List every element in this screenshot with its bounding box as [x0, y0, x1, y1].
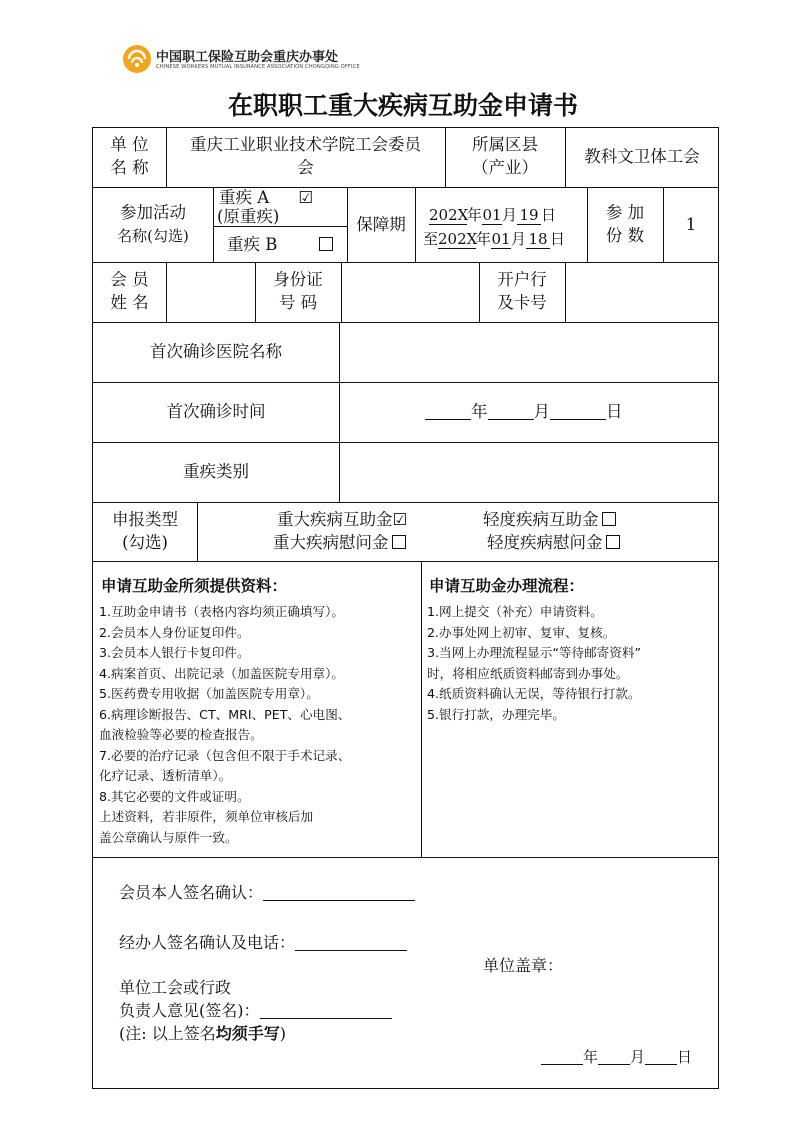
- period-end-yue: 月: [511, 230, 527, 248]
- type-option-major-fund-check-icon[interactable]: ☑: [392, 510, 408, 529]
- materials-line: 2.会员本人身份证复印件。: [99, 624, 250, 640]
- hospital-field[interactable]: [340, 323, 719, 381]
- bank-label-line2: 及卡号: [497, 293, 547, 312]
- hospital-label: 首次确诊医院名称: [150, 342, 282, 361]
- sign-ri: 日: [677, 1048, 693, 1066]
- materials-heading: 申请互助金所须提供资料：: [101, 577, 288, 595]
- period-start-month: 01: [482, 206, 502, 224]
- member-signature: [119, 880, 415, 903]
- shares-label-line1: 参 加: [605, 203, 645, 222]
- period-end: [423, 228, 565, 250]
- handler-signature: [119, 930, 407, 953]
- v-info: [421, 561, 422, 857]
- materials-line: 血液检验等必要的检查报告。: [99, 727, 263, 742]
- type-option-mild-fund-label: 轻度疾病互助金: [483, 510, 599, 529]
- rule-info: [93, 857, 719, 858]
- diag-day-blank[interactable]: [550, 419, 606, 420]
- member-label-line1: 会 员: [110, 270, 149, 289]
- note-suffix: ): [279, 1024, 286, 1043]
- v-r2-c: [415, 187, 416, 262]
- sign-month-blank[interactable]: [598, 1064, 630, 1065]
- org-emblem-icon: [122, 44, 152, 74]
- type-option-major-condolence-checkbox-icon[interactable]: [392, 535, 406, 549]
- materials-line: 1.互助金申请书（表格内容均须正确填写）。: [99, 604, 344, 619]
- org-name-cn: 中国职工保险互助会重庆办事处: [156, 50, 339, 65]
- period-end-day: 18: [526, 230, 550, 249]
- option-b-checkbox-icon[interactable]: [319, 237, 333, 251]
- type-label-line2: (勾选): [122, 533, 168, 552]
- document-title: 在职职工重大疾病互助金申请书: [227, 91, 578, 120]
- process-heading: 申请互助金办理流程：: [429, 577, 585, 595]
- note-emphasis: 均须手写: [215, 1024, 280, 1043]
- rule-row4: [93, 382, 719, 383]
- period-start-yue: 月: [502, 206, 518, 224]
- district-value: 教科文卫体工会: [584, 147, 700, 166]
- district-label-line2: （产业）: [472, 158, 538, 177]
- diagnosis-date-field[interactable]: [425, 401, 623, 423]
- leader-signature-line[interactable]: [260, 1018, 392, 1019]
- option-a-check-icon[interactable]: ☑: [298, 188, 314, 207]
- type-option-mild-condolence-checkbox-icon[interactable]: [606, 535, 620, 549]
- application-form: [92, 127, 719, 1089]
- process-line: 1.网上提交（补充）申请资料。: [427, 604, 603, 619]
- v-r2-a: [213, 187, 214, 262]
- materials-line: 4.病案首页、出院记录（加盖医院专用章）。: [99, 665, 344, 681]
- period-start-nian: 年: [467, 206, 483, 224]
- period-end-ri: 日: [550, 230, 566, 248]
- diag-yue: 月: [533, 402, 550, 421]
- v-r7: [197, 502, 198, 561]
- handler-signature-label: 经办人签名确认及电话：: [119, 933, 296, 952]
- category-field[interactable]: [340, 443, 719, 501]
- period-start: [429, 204, 556, 226]
- process-line: 4.纸质资料确认无误，等待银行打款。: [427, 686, 641, 701]
- option-b-label: 重疾 B: [227, 235, 278, 254]
- materials-line: 8.其它必要的文件或证明。: [99, 788, 250, 804]
- type-option-major-condolence[interactable]: [273, 532, 406, 554]
- type-option-mild-condolence-label: 轻度疾病慰问金: [487, 533, 603, 552]
- materials-list: [99, 602, 417, 848]
- member-label-line2: 姓 名: [110, 293, 149, 312]
- period-label: 保障期: [356, 215, 406, 234]
- materials-line: 6.病理诊断报告、CT、MRI、PET、心电图、: [99, 706, 351, 722]
- leader-label-line2: 负责人意见(签名)：: [119, 1001, 260, 1020]
- materials-line: 化疗记录、透析清单）。: [99, 768, 232, 783]
- sign-yue: 月: [630, 1048, 646, 1066]
- rule-row6: [93, 502, 719, 503]
- id-label-line1: 身份证: [273, 270, 323, 289]
- period-start-year: 202X: [429, 206, 469, 224]
- period-end-year: 202X: [438, 230, 478, 248]
- type-option-mild-fund[interactable]: [483, 509, 616, 531]
- process-line: 2.办事处网上初审、复审、复核。: [427, 624, 616, 640]
- leader-label-line1: 单位工会或行政: [119, 978, 232, 997]
- note-prefix: (注: 以上签名: [119, 1024, 216, 1043]
- period-end-month: 01: [491, 230, 511, 248]
- member-name-field[interactable]: [167, 263, 255, 321]
- member-signature-label: 会员本人签名确认：: [119, 883, 264, 902]
- handler-signature-line[interactable]: [295, 950, 407, 951]
- materials-line: 3.会员本人银行卡复印件。: [99, 645, 250, 660]
- org-name-en: CHINESE WORKERS MUTUAL INSURANCE ASSOCIATION CHONGQING OFFICE: [156, 64, 360, 70]
- rule-row1: [93, 187, 719, 188]
- bank-label-line1: 开户行: [497, 270, 547, 289]
- unit-seal-label: 单位盖章：: [483, 956, 564, 975]
- period-end-zhi: 至: [423, 230, 439, 248]
- type-option-major-condolence-label: 重大疾病慰问金: [273, 533, 389, 552]
- sign-nian: 年: [583, 1048, 599, 1066]
- diag-nian: 年: [471, 402, 488, 421]
- process-line: 3.当网上办理流程显示“等待邮寄资料”: [427, 645, 641, 660]
- materials-line: 盖公章确认与原件一致。: [99, 829, 238, 845]
- unit-label-line1: 单 位: [110, 135, 149, 154]
- type-option-mild-condolence[interactable]: [487, 532, 620, 554]
- district-label-line1: 所属区县: [472, 135, 538, 154]
- period-start-day: 19: [517, 206, 541, 225]
- unit-label-line2: 名 称: [110, 158, 149, 177]
- diag-year-blank[interactable]: [425, 419, 471, 420]
- sign-date: [541, 1046, 692, 1067]
- materials-line: 5.医药费专用收据（加盖医院专用章）。: [99, 686, 319, 701]
- member-signature-line[interactable]: [263, 900, 415, 901]
- option-a-label: 重疾 A: [219, 188, 270, 207]
- period-end-nian: 年: [476, 230, 492, 248]
- category-label: 重疾类别: [183, 462, 249, 481]
- shares-label-line2: 份 数: [605, 226, 645, 245]
- materials-line: 7.必要的治疗记录（包含但不限于手术记录、: [99, 747, 351, 763]
- activity-label-line1: 参加活动: [120, 203, 186, 222]
- materials-line: 上述资料，若非原件，须单位审核后加: [99, 809, 314, 824]
- type-label-line1: 申报类型: [112, 510, 178, 529]
- rule-row7: [93, 561, 719, 562]
- id-number-field[interactable]: [342, 263, 479, 321]
- type-option-major-fund-label: 重大疾病互助金: [277, 510, 393, 529]
- org-logo: [122, 44, 422, 78]
- bank-card-field[interactable]: [566, 263, 719, 321]
- period-start-ri: 日: [541, 206, 557, 224]
- unit-name-value-line1: 重庆工业职业技术学院工会委员: [190, 135, 421, 154]
- diag-ri: 日: [606, 402, 623, 421]
- sign-year-blank[interactable]: [541, 1064, 583, 1065]
- sign-day-blank[interactable]: [645, 1064, 677, 1065]
- handwriting-note: [119, 1021, 286, 1044]
- activity-label-line2: 名称(勾选): [117, 227, 189, 245]
- option-a-line2: (原重疾): [217, 207, 280, 226]
- process-line: 时，将相应纸质资料邮寄到办事处。: [427, 665, 629, 681]
- unit-name-value-line2: 会: [297, 158, 314, 177]
- id-label-line2: 号 码: [278, 293, 318, 312]
- option-b[interactable]: [217, 234, 333, 256]
- diag-month-blank[interactable]: [488, 419, 534, 420]
- process-list: [427, 602, 717, 725]
- diagnosis-time-label: 首次确诊时间: [166, 402, 266, 421]
- leader-signature: [119, 998, 392, 1021]
- type-option-major-fund[interactable]: [277, 509, 407, 531]
- shares-value: 1: [685, 215, 697, 234]
- type-option-mild-fund-checkbox-icon[interactable]: [602, 512, 616, 526]
- process-line: 5.银行打款，办理完毕。: [427, 706, 565, 722]
